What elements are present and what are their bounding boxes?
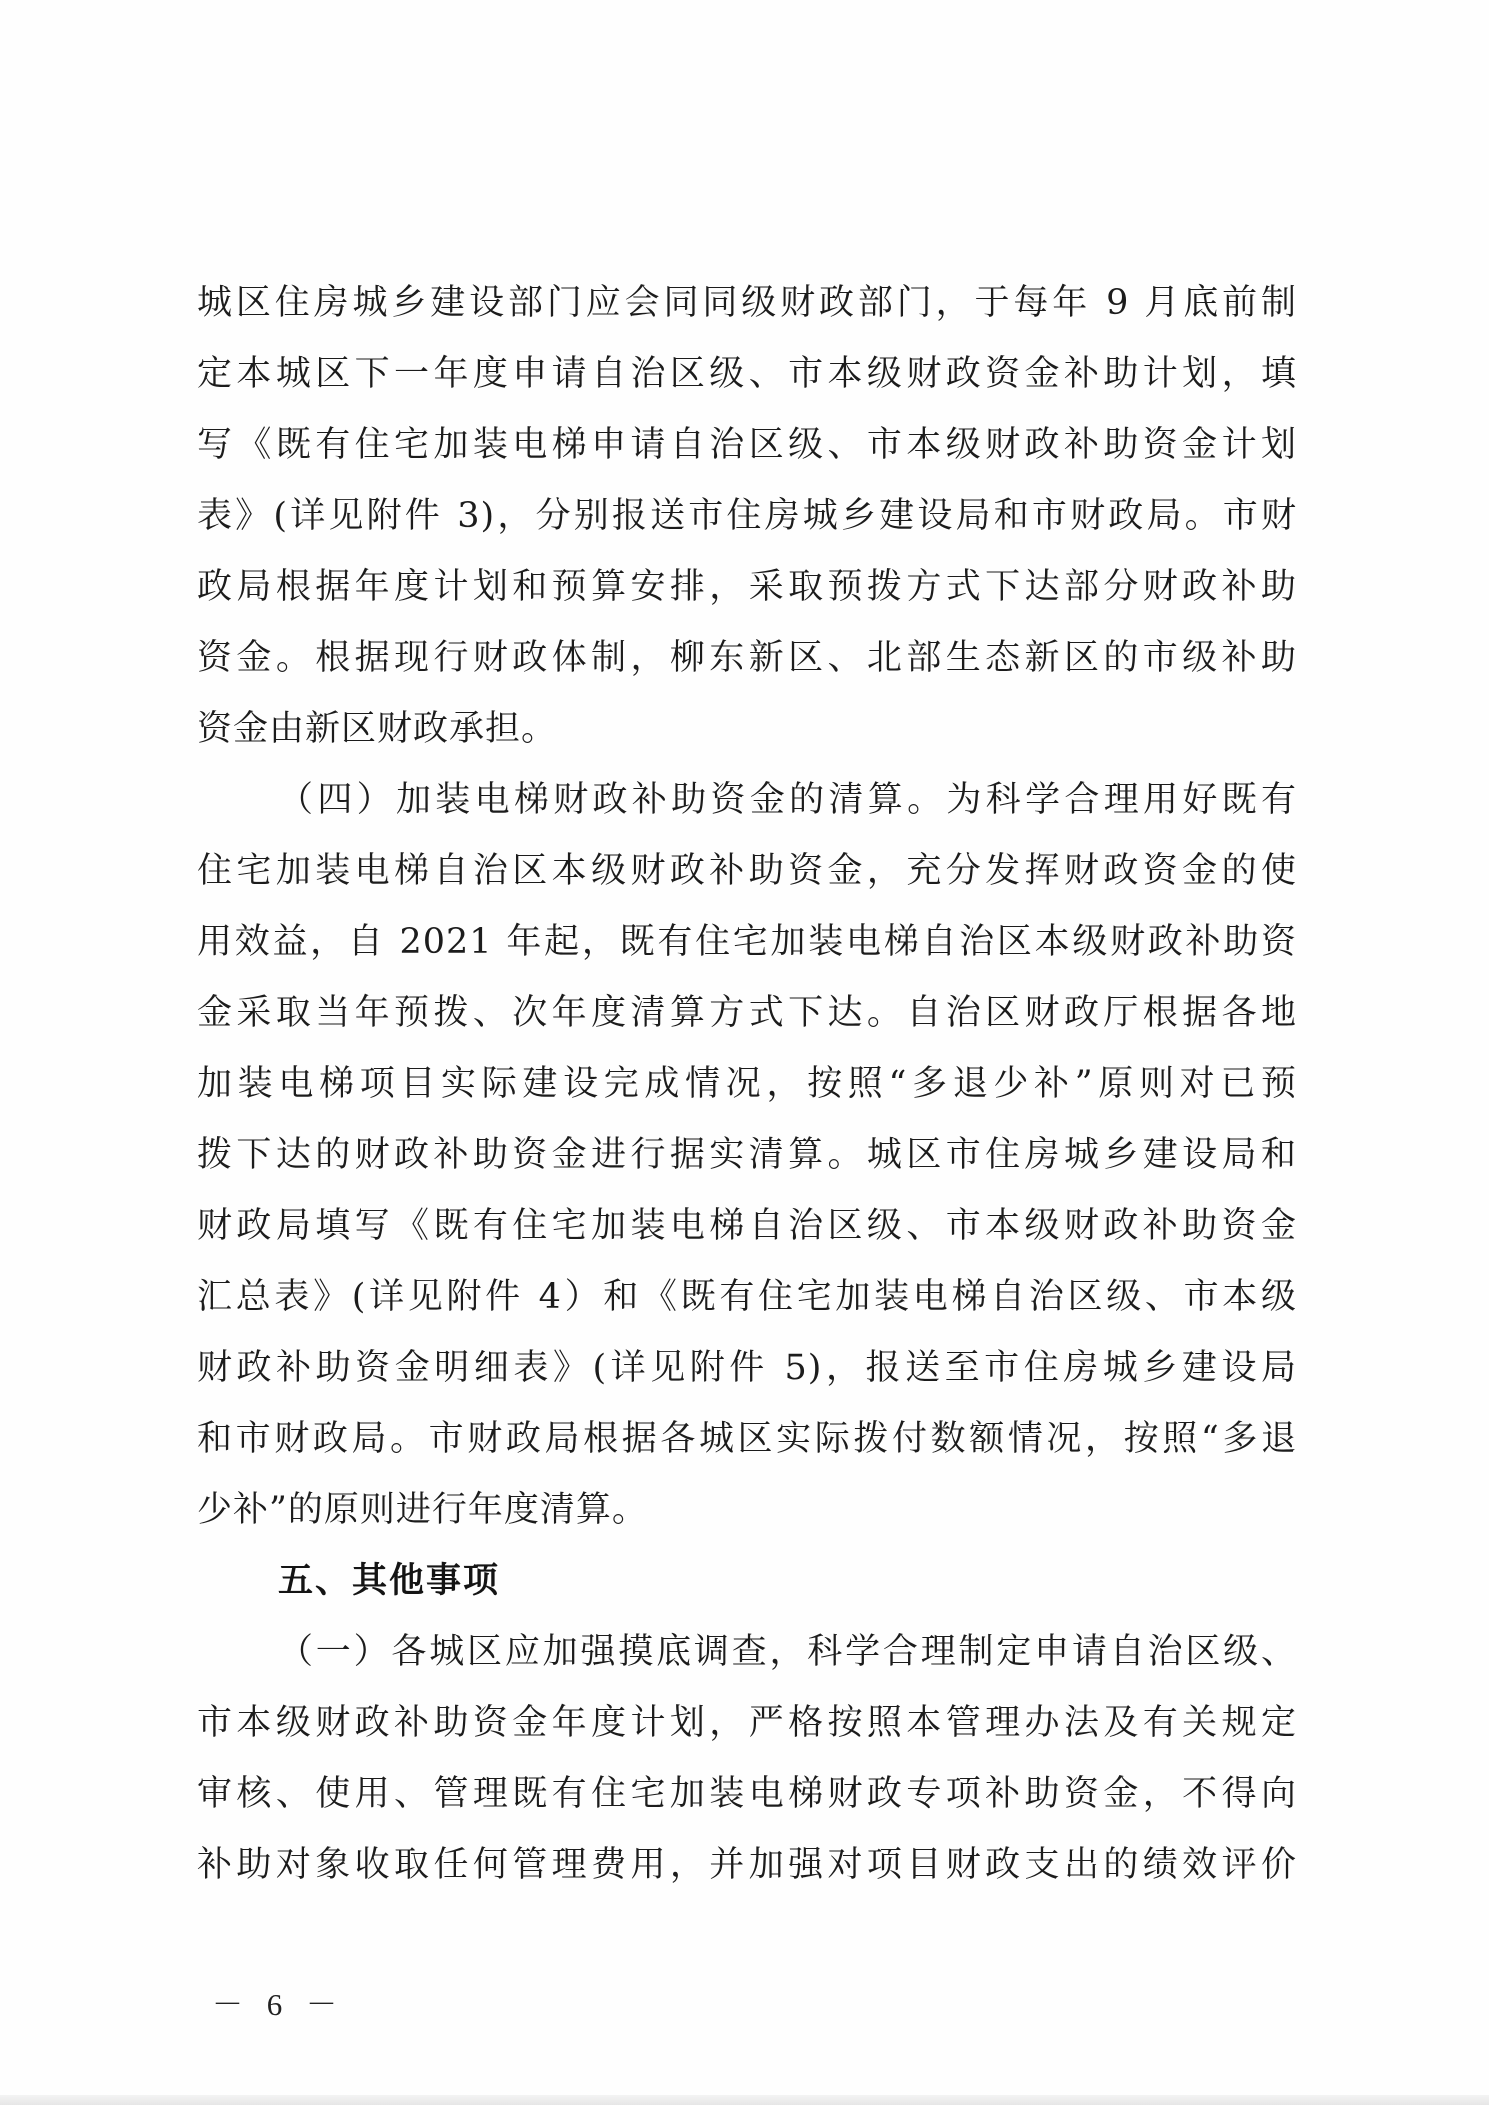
- page-number: － 6 －: [212, 1987, 345, 2022]
- body-line: 加装电梯项目实际建设完成情况，按照“多退少补”原则对已预: [197, 1064, 1297, 1104]
- body-line: 住宅加装电梯自治区本级财政补助资金，充分发挥财政资金的使: [197, 851, 1297, 891]
- body-line: 财政补助资金明细表》(详见附件 5)，报送至市住房城乡建设局: [197, 1348, 1297, 1388]
- body-line: （四）加装电梯财政补助资金的清算。为科学合理用好既有: [278, 780, 1297, 820]
- body-line: 市本级财政补助资金年度计划，严格按照本管理办法及有关规定: [197, 1703, 1297, 1743]
- body-line: 政局根据年度计划和预算安排，采取预拨方式下达部分财政补助: [197, 567, 1297, 607]
- body-line: 财政局填写《既有住宅加装电梯自治区级、市本级财政补助资金: [197, 1206, 1297, 1246]
- body-line: 金采取当年预拨、次年度清算方式下达。自治区财政厅根据各地: [197, 993, 1297, 1033]
- body-line: 资金由新区财政承担。: [197, 709, 558, 749]
- body-line: （一）各城区应加强摸底调查，科学合理制定申请自治区级、: [278, 1632, 1297, 1672]
- body-line: 审核、使用、管理既有住宅加装电梯财政专项补助资金，不得向: [197, 1774, 1297, 1814]
- body-line: 表》(详见附件 3)，分别报送市住房城乡建设局和市财政局。市财: [197, 496, 1297, 536]
- body-line: 城区住房城乡建设部门应会同同级财政部门，于每年 9 月底前制: [197, 283, 1297, 323]
- body-line: 和市财政局。市财政局根据各城区实际拨付数额情况，按照“多退: [197, 1419, 1297, 1459]
- body-line: 补助对象收取任何管理费用，并加强对项目财政支出的绩效评价: [197, 1845, 1297, 1885]
- body-line: 拨下达的财政补助资金进行据实清算。城区市住房城乡建设局和: [197, 1135, 1297, 1175]
- body-line: 资金。根据现行财政体制，柳东新区、北部生态新区的市级补助: [197, 638, 1297, 678]
- section-heading: 五、其他事项: [278, 1561, 501, 1601]
- body-line: 定本城区下一年度申请自治区级、市本级财政资金补助计划，填: [197, 354, 1297, 394]
- body-line: 用效益，自 2021 年起，既有住宅加装电梯自治区本级财政补助资: [197, 922, 1297, 962]
- scan-edge: [0, 2095, 1489, 2105]
- body-line: 写《既有住宅加装电梯申请自治区级、市本级财政补助资金计划: [197, 425, 1297, 465]
- body-line: 少补”的原则进行年度清算。: [197, 1490, 648, 1530]
- body-line: 汇总表》(详见附件 4）和《既有住宅加装电梯自治区级、市本级: [197, 1277, 1297, 1317]
